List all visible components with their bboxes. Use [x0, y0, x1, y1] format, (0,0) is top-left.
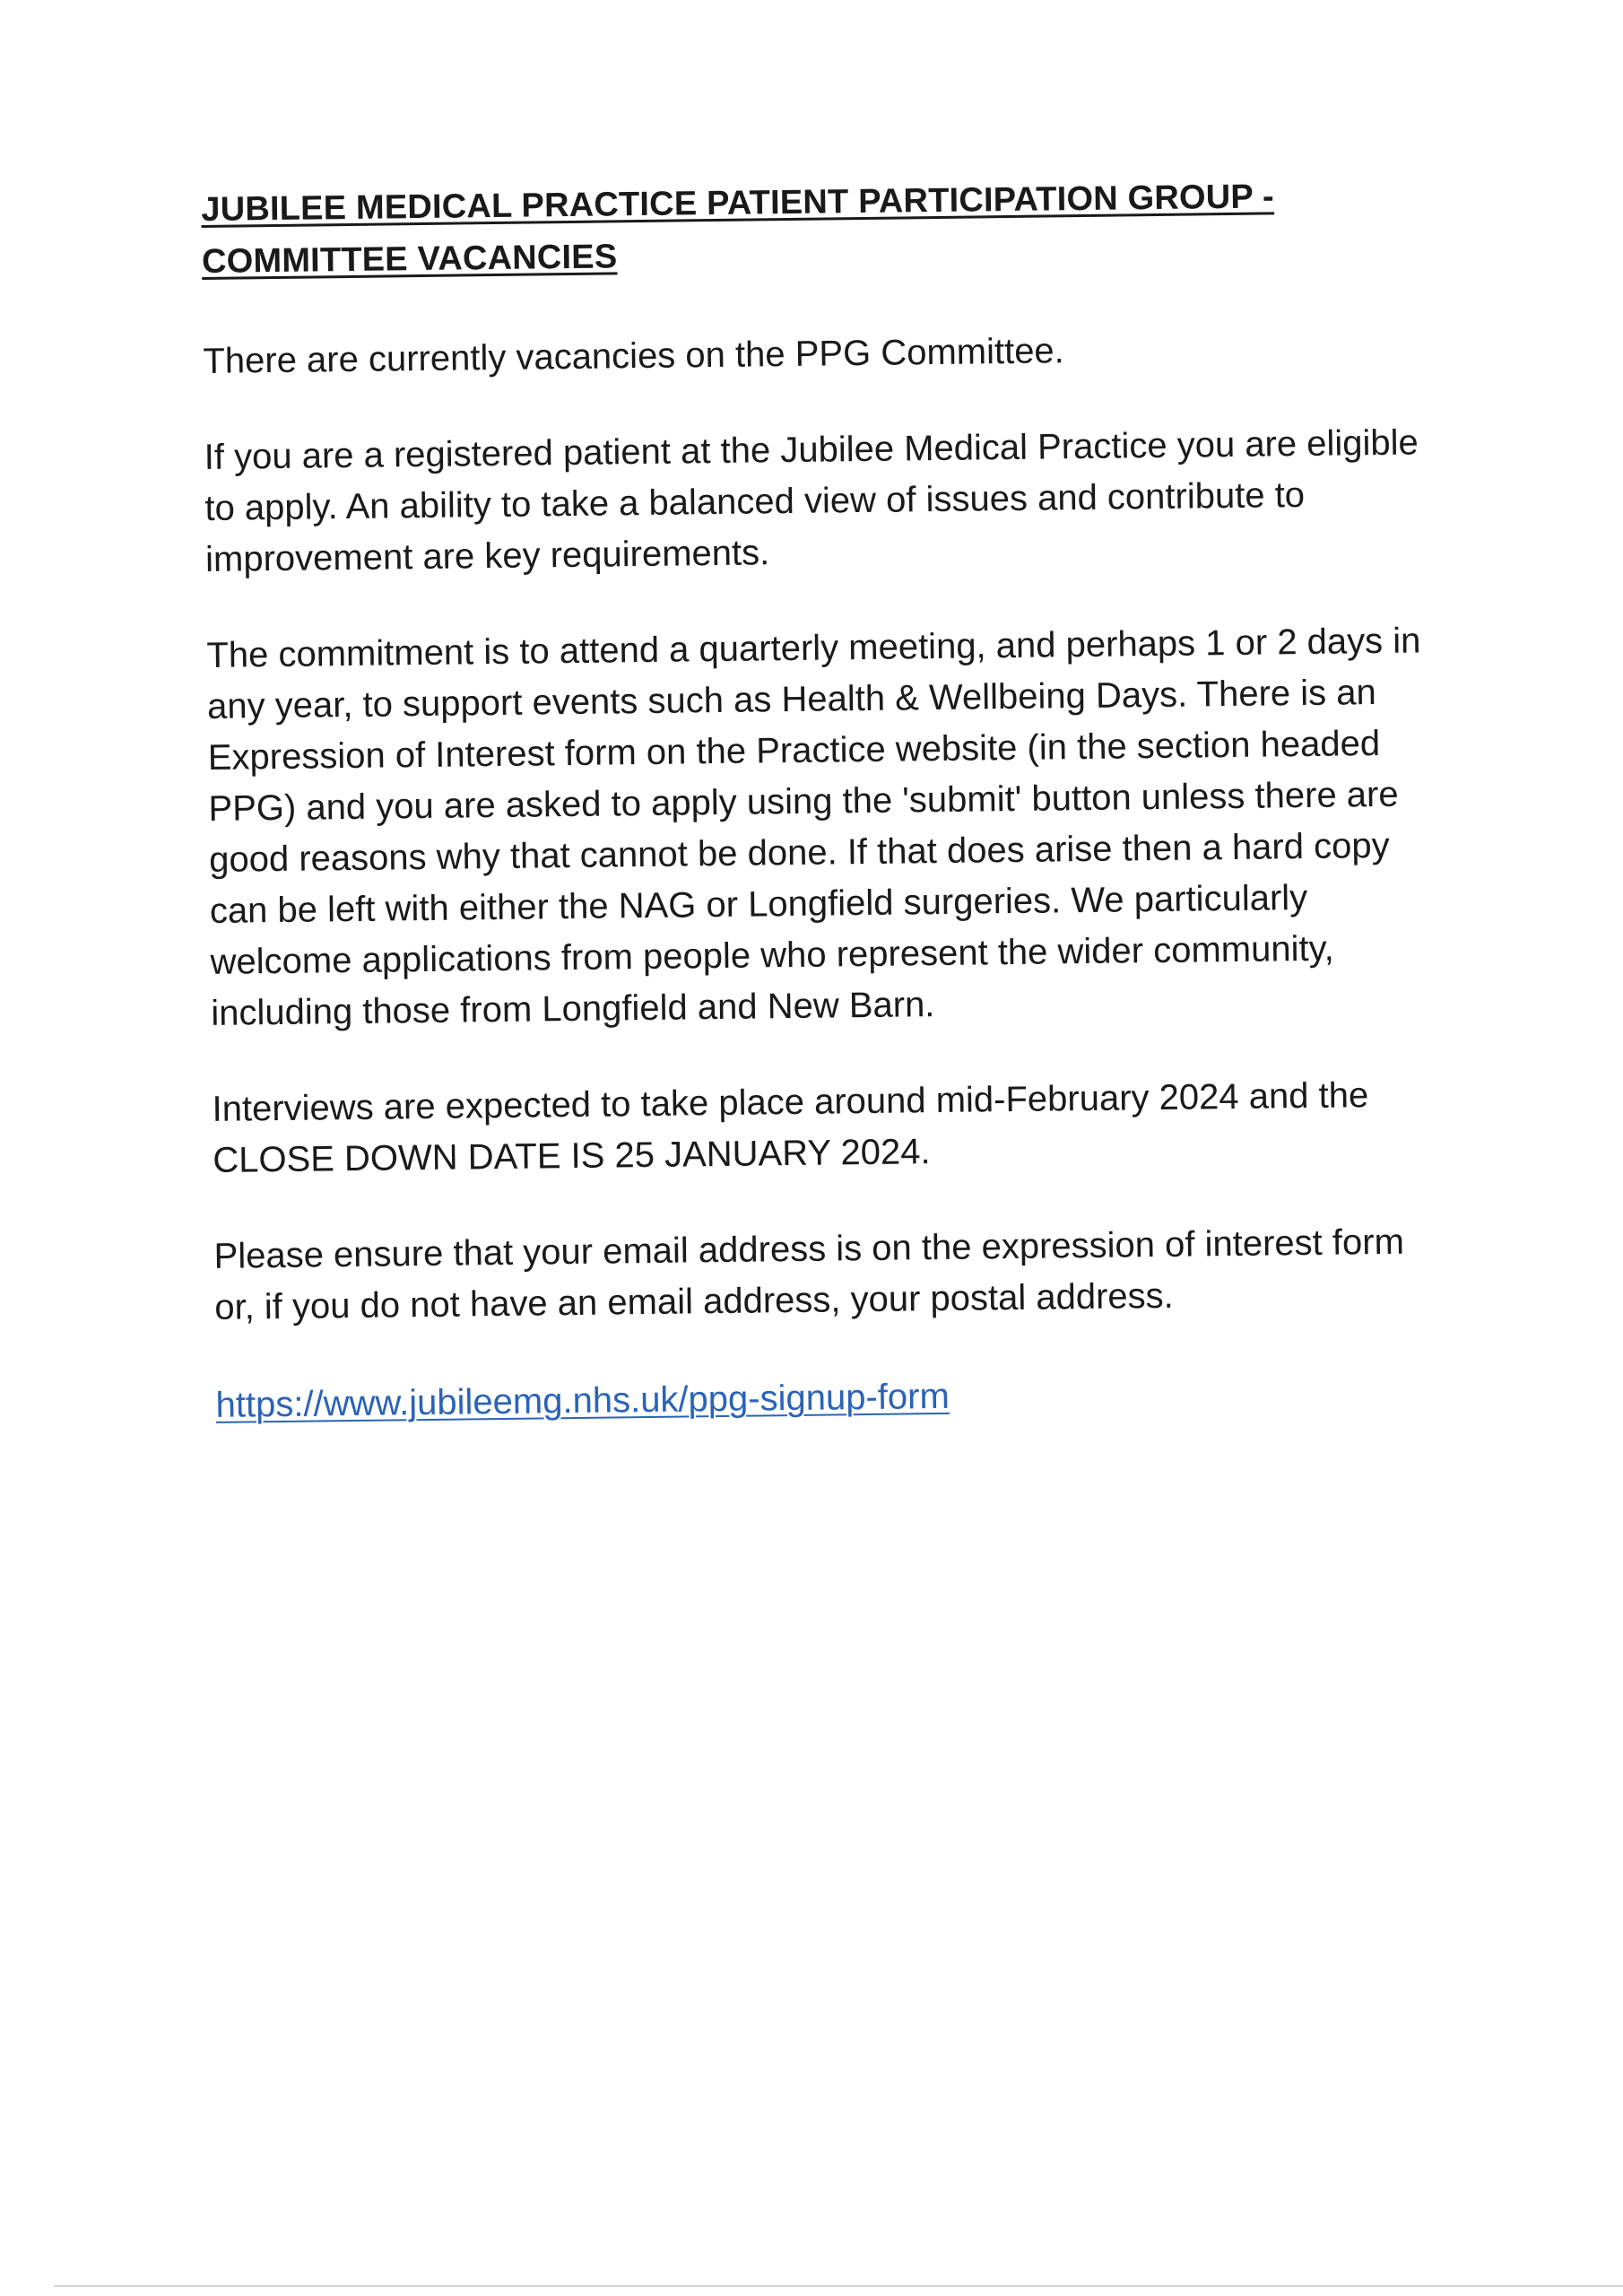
interviews-paragraph: Interviews are expected to take place around mid-February 2024 and the CLOSE DOWN DATE IS 25 JANUARY 2024. — [212, 1075, 1369, 1180]
title-line-2: COMMITTEE VACANCIES — [201, 238, 618, 281]
email-paragraph: Please ensure that your email address is on the expression of interest form or, if you do not have an email address, your postal address. — [213, 1222, 1405, 1327]
vacancies-paragraph: There are currently vacancies on the PPG Committee. — [203, 331, 1065, 381]
document-body — [201, 169, 1454, 1431]
ppg-signup-link[interactable]: https://www.jubileemg.nhs.uk/ppg-signup-form — [215, 1376, 950, 1425]
commitment-paragraph: The commitment is to attend a quarterly meeting, and perhaps 1 or 2 days in any year, to support events such as Health & Wellbeing Days. There is an Expression of Interest form on the Practice website (in the section headed PPG) and you are asked to apply using the 'submit' button unless there are good reasons why that cannot be done. If that does arise then a hard copy can be left with either the NAG or Longfield surgeries. We particularly welcome applications from people who represent the wider community, including those from Longfield and New Barn. — [206, 621, 1421, 1033]
eligibility-paragraph: If you are a registered patient at the Jubilee Medical Practice you are eligible to apply. An ability to take a balanced view of issues and contribute to improvement are key requirements. — [204, 422, 1419, 579]
title-line-1: JUBILEE MEDICAL PRACTICE PATIENT PARTICIPATION GROUP - — [201, 178, 1275, 229]
page-bottom-edge — [54, 2285, 1623, 2287]
document-title — [201, 169, 1439, 288]
